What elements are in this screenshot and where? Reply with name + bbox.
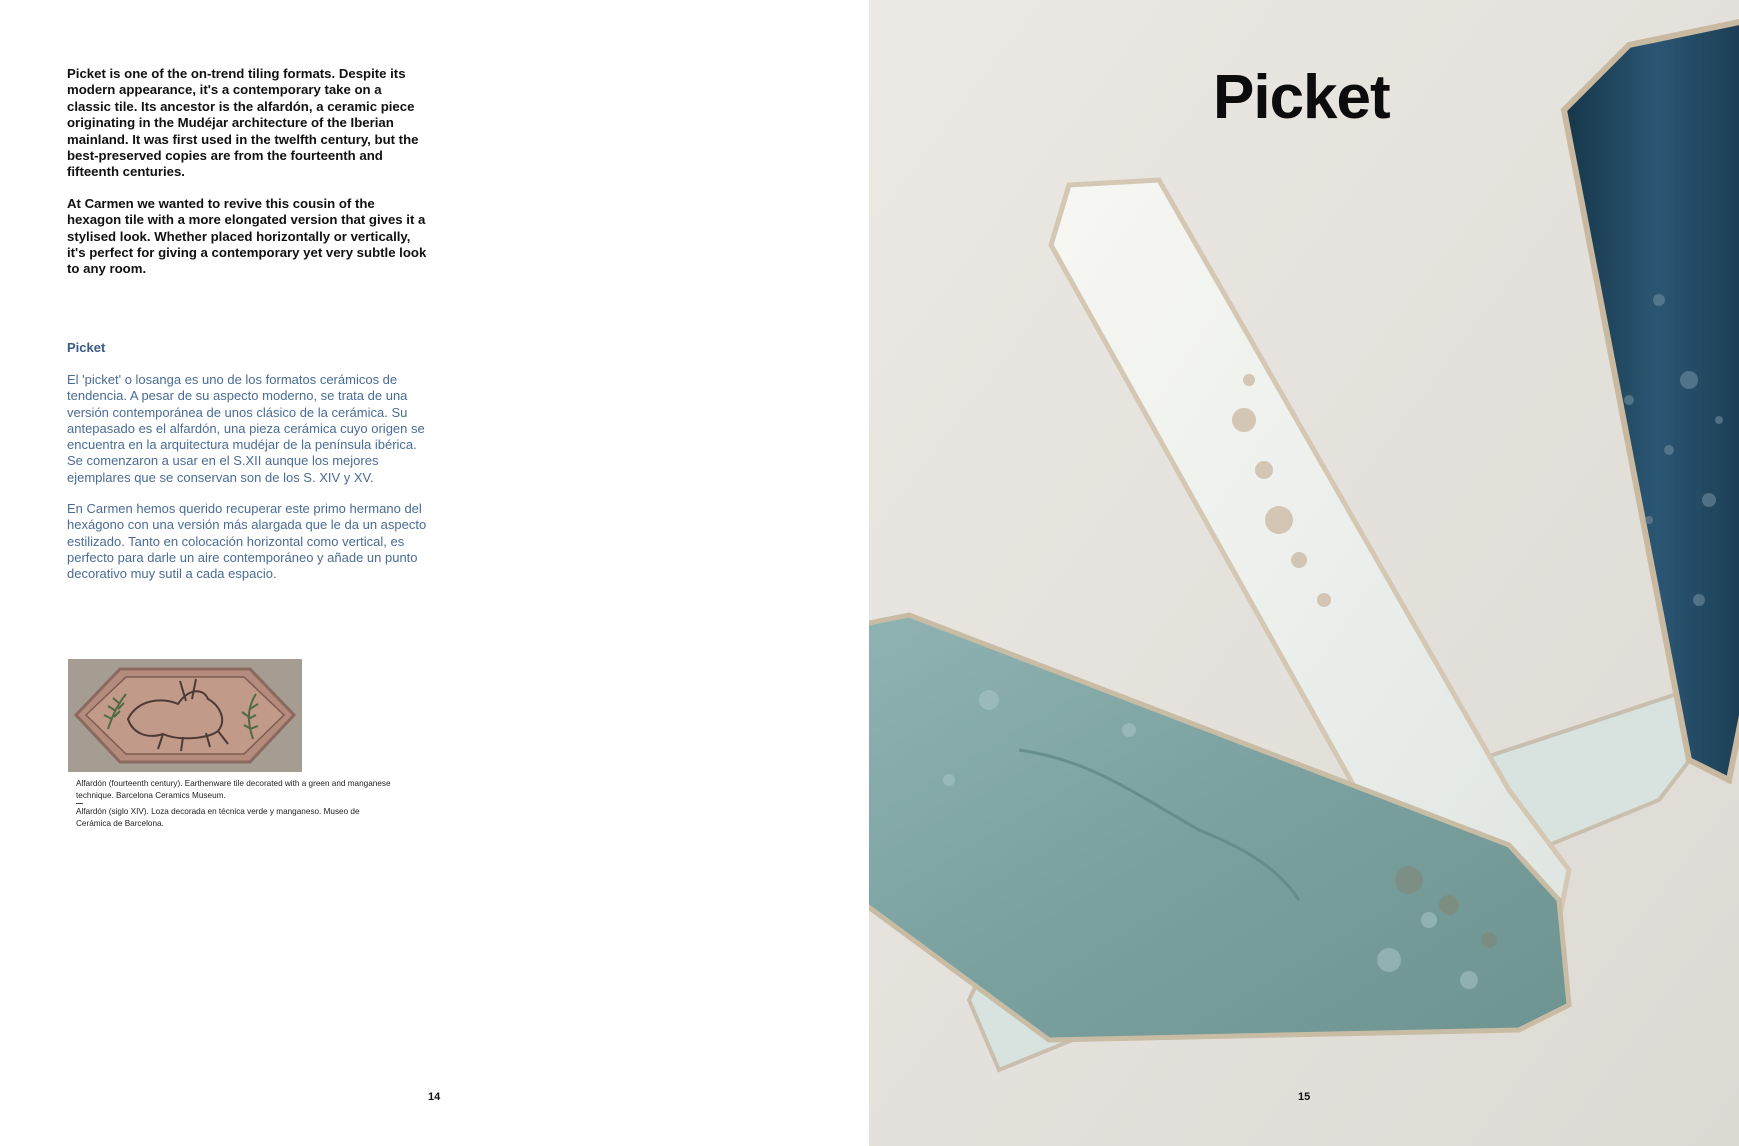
spanish-paragraph-1: El 'picket' o losanga es uno de los formatos cerámicos de tendencia. A pesar de su aspecto moderno, se trata de una versión contemporánea de unos clásico de la cerámica. Su antepasado es el alfardón, una pieza cerámica cuyo origen se encuentra en la arquitectura mudéjar de la península ibérica. Se comenzaron a usar en el S.XII aunque los mejores ejemplares que se conservan son de los S. XIV y XV. — [67, 372, 425, 485]
caption-divider — [76, 803, 83, 804]
spanish-text-block — [67, 372, 427, 598]
caption-english: Alfardón (fourteenth century). Earthenware tile decorated with a green and manganese technique. Barcelona Ceramics Museum. — [76, 779, 391, 800]
english-paragraph-1: Picket is one of the on-trend tiling formats. Despite its modern appearance, it's a contemporary take on a classic tile. Its ancestor is the alfardón, a ceramic piece originating in the Mudéjar architecture of the Iberian mainland. It was first used in the twelfth century, but the best-preserved copies are from the fourteenth and fifteenth centuries. — [67, 66, 419, 180]
right-page — [869, 0, 1739, 1146]
alfardon-tile-photo — [68, 659, 302, 772]
left-page — [0, 0, 869, 1146]
page-number-left: 14 — [428, 1091, 441, 1103]
spanish-paragraph-2: En Carmen hemos querido recuperar este primo hermano del hexágono con una versión más alargada que le da un aspecto estilizado. Tanto en colocación horizontal como vertical, es perfecto para darle un aire contemporáneo y añade un punto decorativo muy sutil a cada espacio. — [67, 501, 427, 582]
spanish-heading: Picket — [67, 340, 106, 355]
english-paragraph-2: At Carmen we wanted to revive this cousin of the hexagon tile with a more elongated version that gives it a stylised look. Whether placed horizontally or vertically, it's perfect for giving a contemporary yet very subtle look to any room. — [67, 195, 427, 277]
english-text-block — [67, 66, 427, 293]
page-number-right: 15 — [1298, 1091, 1311, 1103]
alfardon-illustration — [68, 659, 302, 772]
picket-tiles-photo — [869, 0, 1739, 1146]
page-title: Picket — [1213, 63, 1390, 132]
image-caption — [76, 778, 396, 829]
caption-spanish: Alfardón (siglo XIV). Loza decorada en técnica verde y manganeso. Museo de Cerámica de Barcelona. — [76, 807, 360, 828]
